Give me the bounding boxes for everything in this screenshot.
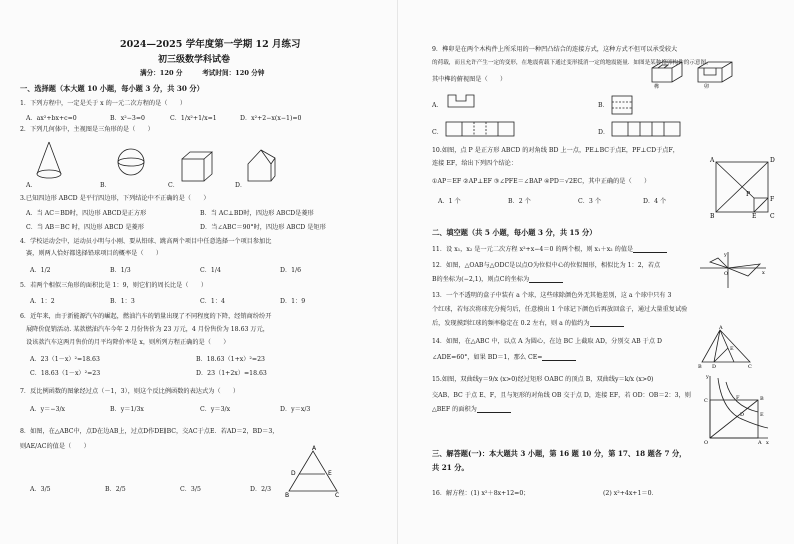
- q9-option-d[interactable]: D．: [598, 129, 610, 136]
- q15-label-e: E: [760, 412, 764, 418]
- q6-option-d[interactable]: D．23（1+2x）=18.63: [196, 370, 267, 377]
- q14-stem-line1: 14．如图，在△ABC 中，以点 A 为圆心，在边 BC 上截取 AD，分别交 AB 于点 D: [432, 338, 662, 345]
- q11-answer-blank[interactable]: [633, 247, 667, 253]
- q16-part2: (2) x²+4x+1＝0．: [603, 490, 658, 497]
- cone-figure: [34, 140, 64, 182]
- q15-stem-line1: 15.如图，双曲线y＝9/x (x>0)经过矩形 OABC 的顶点 B，双曲线y＝k/x (x>0): [432, 376, 654, 383]
- q13-stem-text: 后，发现摸到红球的频率稳定在 0.2 左右，则 a 的值约为: [432, 320, 590, 327]
- q1-stem: 1．下列方程中，一定是关于 x 的一元二次方程的是（ ）: [20, 100, 187, 107]
- q2-option-c[interactable]: C．: [168, 182, 179, 189]
- q15-label-y: y: [706, 374, 709, 380]
- q11-stem: 11．设 x₁，x₂ 是一元二次方程 x²+x−4＝0 的两个根，则 x₁＋x₂ 的值是: [432, 246, 634, 253]
- q9-option-a-figure: [446, 93, 476, 109]
- q9-option-b-figure: [610, 94, 634, 116]
- q14-answer-blank[interactable]: [542, 355, 576, 361]
- q6-option-a[interactable]: A．23（1－x）²=18.63: [30, 356, 100, 363]
- q10-label-b: B: [710, 213, 715, 220]
- q8-option-a[interactable]: A．3/5: [30, 486, 51, 493]
- q3-option-a[interactable]: A．当 AC＝BD时，四边形 ABCD是正方形: [26, 210, 147, 217]
- q15-hyperbola-figure: [704, 372, 770, 444]
- q15-label-c: C: [704, 398, 708, 404]
- q12-stem-text: B的坐标为(−2,1)，则点C的坐标为: [432, 276, 530, 283]
- q4-stem-line1: 4．学校运动会中，运动员小明与小刚、要从铅球、跳高两个项目中任意选择一个项目参加比: [20, 238, 272, 245]
- q7-stem: 7．反比例函数的图象经过点（－1，3），则这个反比例函数的表达式为（ ）: [20, 388, 240, 395]
- q8-option-d[interactable]: D．2/3: [250, 486, 272, 493]
- q4-option-c[interactable]: C．1/4: [200, 267, 221, 274]
- q12-stem-line2: [432, 276, 563, 283]
- q9-label-mortise: 卯: [704, 84, 710, 90]
- q10-option-c[interactable]: C．3 个: [578, 198, 602, 205]
- q9-stem-line1: 9．榫卯是在两个木构件上所采用的一种凹凸结合的连接方式，这种方式不但可以承受较大: [432, 46, 678, 53]
- q15-label-d: D: [740, 412, 745, 418]
- q13-stem-line2: 个红球，若每次将球充分搅匀后，任意摸出 1 个球记下颜色后再放回盒子，通过大量重复试验: [432, 306, 688, 313]
- q12-answer-blank[interactable]: [529, 277, 563, 283]
- q5-option-b[interactable]: B．1：3: [110, 298, 135, 305]
- q8-label-d: D: [291, 470, 296, 477]
- q8-stem-line1: 8．如图，在△ABC中，点D在边AB上，过点D作DE∥BC，交AC于点E．若AD＝2，BD＝3，: [20, 428, 279, 435]
- q10-option-a[interactable]: A．1 个: [438, 198, 461, 205]
- q12-homothety-figure: [698, 250, 768, 290]
- q1-option-d[interactable]: D．x²+2−x(x−1)=0: [240, 115, 302, 122]
- q16-part1: 16．解方程：(1) x²＋8x+12=0；: [432, 490, 530, 497]
- q10-option-b[interactable]: B．2 个: [508, 198, 531, 205]
- q13-answer-blank[interactable]: [590, 321, 624, 327]
- q8-option-b[interactable]: B．2/5: [105, 486, 126, 493]
- q8-stem-line2: 则AE/AC的值是（ ）: [20, 443, 90, 450]
- q15-label-x: x: [766, 440, 769, 446]
- q8-label-c: C: [335, 492, 340, 499]
- cube-figure: [180, 150, 214, 184]
- q9-stem-line2: 的荷载，而且允许产生一定的变形，在地震荷载下通过变形抵消一定的地震能量．如图是某种榫卯构件的示意图，: [432, 60, 712, 66]
- q14-stem-text: ∠ADE=60°，如果 BD＝1，那么 CE=: [432, 354, 543, 361]
- q4-option-d[interactable]: D．1/6: [280, 267, 302, 274]
- q12-label-o: O: [724, 271, 729, 277]
- q8-option-c[interactable]: C．3/5: [180, 486, 201, 493]
- q5-option-c[interactable]: C．1：4: [200, 298, 225, 305]
- q2-stem: 2．下列几何体中，主视图是三角形的是（ ）: [20, 126, 154, 133]
- q10-square-figure: [710, 156, 776, 218]
- q1-option-c[interactable]: C．1/x²+1/x=1: [170, 115, 217, 122]
- q10-stem-line1: 10.如图，点 P 是正方形 ABCD 的对角线 BD 上一点，PE⊥BC于点E，PF⊥CD于点F，: [432, 147, 679, 154]
- q15-label-b: B: [760, 396, 764, 402]
- q14-stem-line2: [432, 354, 576, 361]
- q6-stem-line2: 展降价促销活动. 某款燃油汽车今年 2 月份售价为 23 万元，4 月份售价为 18.63 万元，: [26, 326, 269, 333]
- q4-option-b[interactable]: B．1/3: [110, 267, 131, 274]
- q5-stem: 5．若两个相似三角形的面积比是 1：9，则它们的周长比是（ ）: [20, 282, 208, 289]
- q7-option-b[interactable]: B．y＝1/3x: [110, 406, 144, 413]
- section-1-heading: 一、选择题（本大题 10 小题，每小题 3 分，共 30 分）: [20, 84, 204, 93]
- q9-option-d-figure: [610, 120, 682, 138]
- q3-option-d[interactable]: D．当∠ABC＝90°时，四边形 ABCD 是矩形: [200, 224, 326, 231]
- section-3-heading-line2: 共 21 分。: [432, 463, 469, 472]
- prism-figure: [245, 148, 279, 184]
- exam-meta: 满分：120 分 考试时间：120 分钟: [140, 69, 265, 77]
- q9-option-c-figure: [444, 120, 516, 138]
- q6-stem-line1: 6．近年来，由于新能源汽车的崛起，燃油汽车的销量出现了不同程度的下降，经销商纷纷开: [20, 313, 272, 320]
- q15-stem-line3: [432, 406, 511, 413]
- q9-label-tenon: 榫: [654, 84, 660, 90]
- q10-stem-line3: ①AP＝EF ②AP⊥EF ③∠PFE＝∠BAP ④PD＝√2EC，其中正确的是（ ）: [432, 178, 651, 185]
- q8-label-a: A: [312, 445, 317, 452]
- q15-label-f: F: [736, 395, 740, 401]
- q10-label-a: A: [710, 157, 715, 164]
- q8-label-e: E: [328, 470, 332, 477]
- q15-label-o: O: [704, 440, 709, 446]
- q9-option-b[interactable]: B．: [598, 102, 609, 109]
- q7-option-c[interactable]: C．y＝3/x: [200, 406, 231, 413]
- q2-option-a[interactable]: A．: [26, 182, 37, 189]
- q5-option-a[interactable]: A．1：2: [30, 298, 55, 305]
- q4-stem-line2: 赛，则两人恰好都选择铅球项目的概率是（ ）: [26, 250, 163, 257]
- q7-option-d[interactable]: D．y＝x/3: [280, 406, 311, 413]
- q9-mortise-tenon-figure: [648, 58, 738, 88]
- q12-label-x: x: [762, 270, 765, 276]
- sphere-figure: [116, 146, 146, 178]
- q2-option-d[interactable]: D．: [235, 182, 247, 189]
- q14-label-d: D: [712, 364, 717, 370]
- q14-label-c: C: [748, 364, 752, 370]
- q14-label-e: E: [730, 346, 734, 352]
- q5-option-d[interactable]: D．1：9: [280, 298, 306, 305]
- q15-label-a: A: [758, 440, 762, 446]
- q3-stem: 3.已知四边形 ABCD 是平行四边形，下列结论中不正确的是（ ）: [20, 195, 210, 202]
- q10-label-c: C: [770, 213, 775, 220]
- q6-option-b[interactable]: B．18.63（1+x）²=23: [196, 356, 265, 363]
- section-3-heading-line1: 三、解答题(一)：本大题共 3 小题，第 16 题 10 分，第 17、18 题各 7 分，: [432, 449, 687, 458]
- q1-option-b[interactable]: B．x²−3=0: [110, 115, 145, 122]
- q8-triangle-figure: [285, 445, 341, 497]
- q14-label-b: B: [698, 364, 702, 370]
- q9-stem-line3: 其中榫的俯视图是（ ）: [432, 76, 507, 83]
- q10-label-f: F: [770, 196, 775, 203]
- q14-label-a: A: [719, 325, 723, 331]
- q4-option-a[interactable]: A．1/2: [30, 267, 51, 274]
- q2-option-b[interactable]: B．: [100, 182, 111, 189]
- q3-option-b[interactable]: B．当 AC⊥BD时，四边形 ABCD是菱形: [200, 210, 314, 217]
- q10-label-d: D: [770, 157, 775, 164]
- q15-answer-blank[interactable]: [477, 407, 511, 413]
- q9-option-c[interactable]: C．: [432, 129, 443, 136]
- exam-title: 2024—2025 学年度第一学期 12 月练习: [120, 39, 301, 50]
- q10-label-e: E: [752, 213, 757, 220]
- q9-option-a[interactable]: A．: [432, 102, 443, 109]
- q3-option-c[interactable]: C．当 AB＝BC 时，四边形 ABCD 是菱形: [26, 224, 144, 231]
- exam-subtitle: 初三级数学科试卷: [158, 55, 231, 65]
- q1-option-a[interactable]: A．ax²+bx+c=0: [26, 115, 77, 122]
- q11-text: [432, 246, 667, 253]
- q6-stem-line3: 设该款汽车这两月售价的月平均降价率是 x，则所列方程正确的是（ ）: [26, 339, 230, 346]
- q10-option-d[interactable]: D．4 个: [643, 198, 667, 205]
- q7-option-a[interactable]: A．y＝−3/x: [30, 406, 66, 413]
- q15-stem-text: △BEF 的面积为: [432, 406, 477, 413]
- q6-option-c[interactable]: C．18.63（1－x）²=23: [30, 370, 101, 377]
- q12-stem-line1: 12．如图，△OAB与△ODC是以点O为位似中心的位似图形，相似比为 1：2，若点: [432, 262, 661, 269]
- q12-label-y: y: [724, 252, 727, 258]
- q10-label-p: P: [746, 191, 751, 198]
- q14-triangle-figure: [698, 326, 754, 368]
- section-2-heading: 二、填空题（共 5 小题，每小题 3 分，共 15 分）: [432, 228, 597, 237]
- right-page: [397, 0, 794, 544]
- q10-stem-line2: 连接 EF，给出下列四个结论：: [432, 160, 518, 167]
- q8-label-b: B: [285, 492, 290, 499]
- q13-stem-line3: [432, 320, 624, 327]
- q13-stem-line1: 13．一个不透明的盒子中装有 a 个球，这些球除颜色外无其他差别，这 a 个球中只有 3: [432, 292, 672, 299]
- q15-stem-line2: 交AB、BC 于点 E、F，且与矩形的对角线 OB 交于点 D，连接 EF，若 OD：OB＝2：3，则: [432, 392, 691, 399]
